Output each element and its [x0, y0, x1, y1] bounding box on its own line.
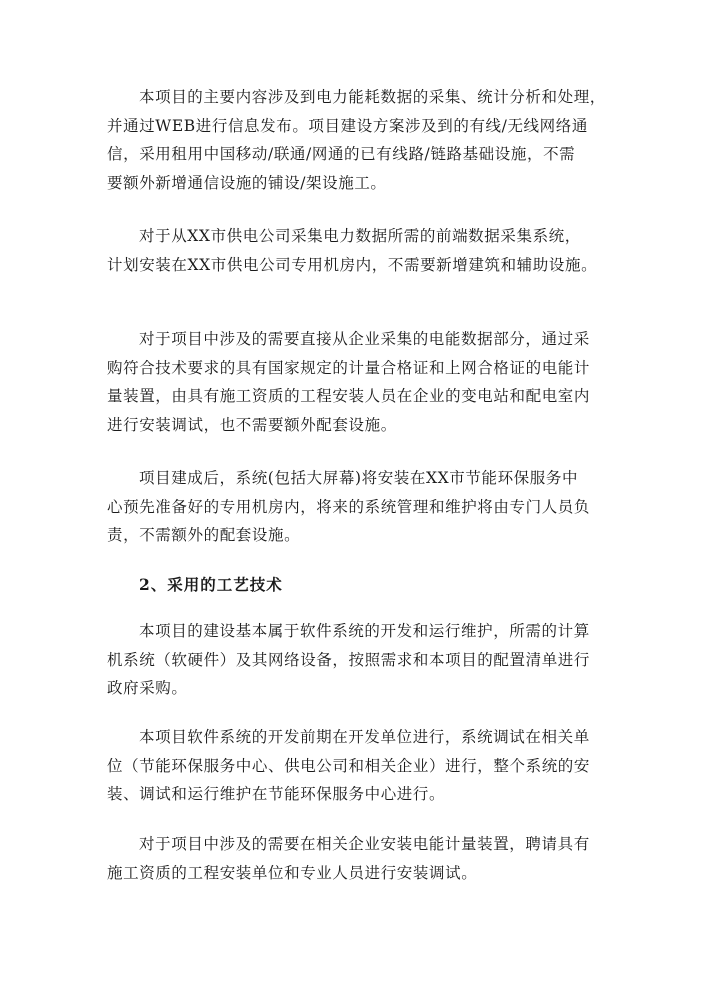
paragraph-metering-installation	[107, 830, 607, 887]
text-line: 责，不需额外的配套设施。	[107, 526, 301, 544]
text-line: 装、调试和运行维护在节能环保服务中心进行。	[107, 785, 446, 803]
text-line: 购符合技术要求的具有国家规定的计量合格证和上网合格证的电能计	[107, 358, 591, 377]
text-line: 信，采用租用中国移动/联通/网通的已有线路/链路基础设施，不需	[107, 145, 576, 163]
text-line: 机系统（软硬件）及其网络设备，按照需求和本项目的配置清单进行	[107, 650, 591, 669]
text-line: 对于项目中涉及的需要在相关企业安装电能计量装置，聘请具有	[139, 835, 590, 853]
paragraph-development-debugging	[107, 723, 607, 809]
text-line: 本项目的主要内容涉及到电力能耗数据的采集、统计分析和处理，	[139, 88, 606, 106]
text-line: 项目建成后，系统(包括大屏幕)将安装在XX市节能环保服务中	[139, 469, 579, 487]
text-line: 本项目的建设基本属于软件系统的开发和运行维护，所需的计算	[139, 622, 590, 640]
text-line: 本项目软件系统的开发前期在开发单位进行，系统调试在相关单	[139, 728, 590, 746]
text-line: 计划安装在XX市供电公司专用机房内，不需要新增建筑和辅助设施。	[107, 255, 598, 274]
text-line: 进行安装调试，也不需要额外配套设施。	[107, 415, 397, 434]
paragraph-system-installation	[107, 464, 607, 550]
paragraph-frontend-system	[107, 222, 607, 279]
text-line: 位（节能环保服务中心、供电公司和相关企业）进行，整个系统的安	[107, 756, 591, 775]
text-line: 施工资质的工程安装单位和专业人员进行安装调试。	[107, 863, 478, 882]
text-line: 要额外新增通信设施的铺设/架设施工。	[107, 173, 387, 192]
text-line: 并通过WEB进行信息发布。项目建设方案涉及到的有线/无线网络通	[107, 116, 588, 135]
section-heading: 2、采用的工艺技术	[139, 575, 283, 594]
paragraph-metering-devices	[107, 325, 607, 439]
text-line: 量装置，由具有施工资质的工程安装人员在企业的变电站和配电室内	[107, 387, 591, 405]
paragraph-project-scope	[107, 83, 607, 197]
text-line: 心预先准备好的专用机房内，将来的系统管理和维护将由专门人员负	[107, 497, 591, 516]
text-line: 政府采购。	[107, 679, 188, 697]
text-line: 对于项目中涉及的需要直接从企业采集的电能数据部分，通过采	[139, 330, 590, 348]
text-line: 对于从XX市供电公司采集电力数据所需的前端数据采集系统，	[139, 227, 581, 245]
paragraph-software-procurement	[107, 617, 607, 703]
